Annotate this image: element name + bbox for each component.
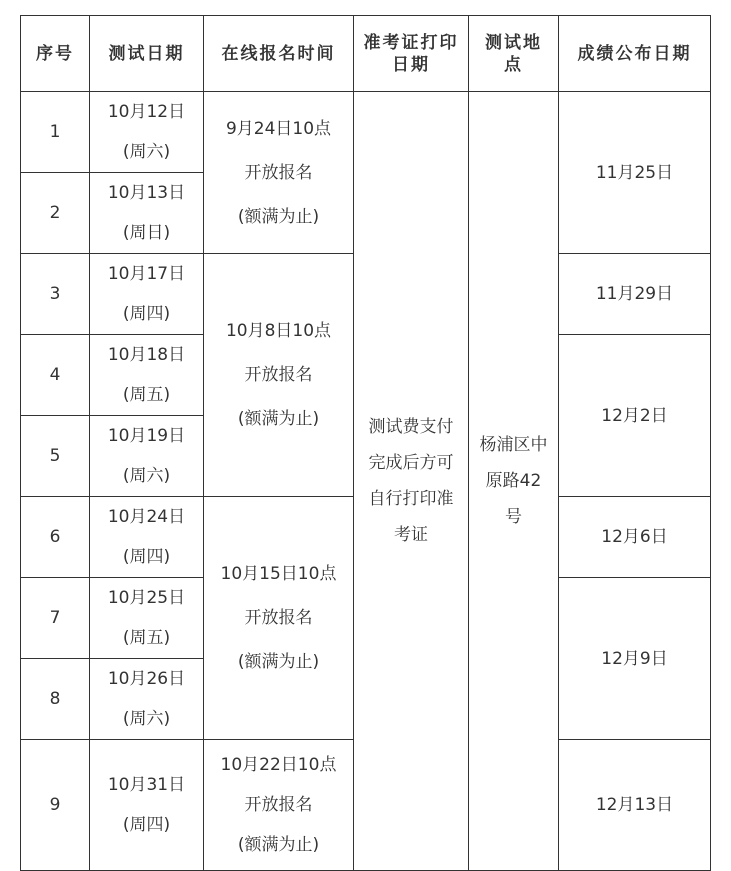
test-date-cell xyxy=(90,254,204,335)
test-weekday: (周六) xyxy=(122,466,171,486)
location-line1: 杨浦区中 xyxy=(479,435,548,455)
seq-cell: 1 xyxy=(21,92,90,173)
test-weekday: (周四) xyxy=(122,815,171,835)
registration-action: 开放报名 xyxy=(244,365,313,385)
test-weekday: (周六) xyxy=(122,142,171,162)
registration-cell xyxy=(204,92,354,254)
test-date-cell xyxy=(90,497,204,578)
registration-time: 10月8日10点 xyxy=(225,321,332,341)
header-admit-line2: 日期 xyxy=(392,54,430,75)
seq-cell: 6 xyxy=(21,497,90,578)
test-weekday: (周四) xyxy=(122,547,171,567)
result-date-cell: 11月29日 xyxy=(559,254,711,335)
test-date-cell xyxy=(90,659,204,740)
test-weekday: (周六) xyxy=(122,709,171,729)
seq-cell: 9 xyxy=(21,740,90,871)
registration-action: 开放报名 xyxy=(244,608,313,628)
header-test-date: 测试日期 xyxy=(90,16,204,92)
registration-note: (额满为止) xyxy=(237,835,320,855)
result-date-cell: 12月9日 xyxy=(559,578,711,740)
header-location-line1: 测试地 xyxy=(485,32,542,53)
admit-card-line1: 测试费支付 xyxy=(368,417,454,437)
registration-note: (额满为止) xyxy=(237,206,320,227)
test-date: 10月18日 xyxy=(107,345,186,365)
admit-card-line2: 完成后方可 xyxy=(368,453,454,473)
admit-card-line4: 考证 xyxy=(394,525,428,545)
header-row xyxy=(21,16,711,92)
seq-cell: 3 xyxy=(21,254,90,335)
header-location-line2: 点 xyxy=(504,54,523,75)
test-date-cell xyxy=(90,740,204,871)
test-weekday: (周五) xyxy=(122,628,171,648)
result-date-cell: 12月2日 xyxy=(559,335,711,497)
header-seq: 序号 xyxy=(21,16,90,92)
admit-card-cell xyxy=(354,92,469,871)
test-date: 10月26日 xyxy=(107,669,186,689)
seq-cell: 4 xyxy=(21,335,90,416)
header-admit-card-date xyxy=(354,16,469,92)
test-date-cell xyxy=(90,578,204,659)
seq-cell: 7 xyxy=(21,578,90,659)
result-date-cell: 12月13日 xyxy=(559,740,711,871)
seq-cell: 2 xyxy=(21,173,90,254)
test-weekday: (周日) xyxy=(122,223,171,243)
test-date: 10月17日 xyxy=(107,264,186,284)
test-date: 10月12日 xyxy=(107,102,186,122)
seq-cell: 8 xyxy=(21,659,90,740)
test-date-cell xyxy=(90,92,204,173)
test-date: 10月31日 xyxy=(107,775,186,795)
header-registration-time: 在线报名时间 xyxy=(204,16,354,92)
result-date-cell: 11月25日 xyxy=(559,92,711,254)
test-date: 10月13日 xyxy=(107,183,186,203)
table-row xyxy=(21,92,711,173)
test-date: 10月25日 xyxy=(107,588,186,608)
test-date-cell xyxy=(90,173,204,254)
test-date-cell xyxy=(90,335,204,416)
admit-card-line3: 自行打印准 xyxy=(368,489,454,509)
registration-note: (额满为止) xyxy=(237,409,320,429)
registration-time: 10月22日10点 xyxy=(220,755,337,775)
registration-note: (额满为止) xyxy=(237,652,320,672)
test-weekday: (周五) xyxy=(122,385,171,405)
registration-cell xyxy=(204,254,354,497)
registration-time: 9月24日10点 xyxy=(225,118,332,139)
location-cell xyxy=(469,92,559,871)
test-date: 10月19日 xyxy=(107,426,186,446)
header-location xyxy=(469,16,559,92)
test-schedule-table xyxy=(20,15,711,871)
registration-cell xyxy=(204,497,354,740)
location-line2: 原路42 xyxy=(485,471,542,491)
registration-cell xyxy=(204,740,354,871)
registration-action: 开放报名 xyxy=(244,162,313,183)
location-line3: 号 xyxy=(505,507,522,527)
header-result-date: 成绩公布日期 xyxy=(559,16,711,92)
seq-cell: 5 xyxy=(21,416,90,497)
test-weekday: (周四) xyxy=(122,304,171,324)
registration-time: 10月15日10点 xyxy=(220,564,337,584)
test-date-cell xyxy=(90,416,204,497)
registration-action: 开放报名 xyxy=(244,795,313,815)
test-date: 10月24日 xyxy=(107,507,186,527)
result-date-cell: 12月6日 xyxy=(559,497,711,578)
header-admit-line1: 准考证打印 xyxy=(363,32,459,53)
